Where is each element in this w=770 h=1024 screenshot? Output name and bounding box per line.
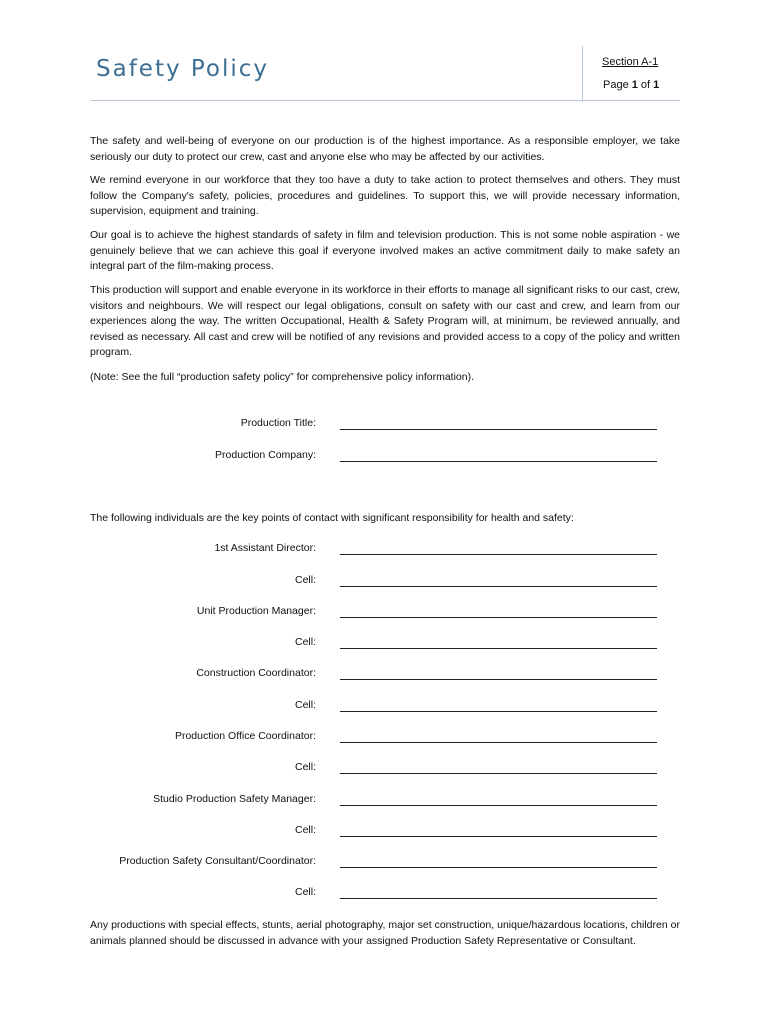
footer-paragraph: Any productions with special effects, stunts, aerial photography, major set construction, unique/hazardous locations, children or animals planned should be discussed in advance with your assigned Production Safety Representative or Consultant. xyxy=(90,919,680,947)
contact-label: Cell: xyxy=(294,699,316,711)
header-divider-vertical xyxy=(582,46,583,102)
contact-label: Cell: xyxy=(294,574,316,586)
contact-label: Studio Production Safety Manager: xyxy=(153,793,316,805)
contact-field[interactable] xyxy=(340,867,657,868)
contact-row-construction xyxy=(90,667,680,683)
policy-paragraph-4: This production will support and enable everyone in its workforce in their efforts to manage all significant risks to our cast, crew, visitors and neighbours. We will respect our legal obligations, consult on safety with our cast and crew, and learn from our experiences along the way. The written Occupational, Health & Safety Program will, at minimum, be reviewed annually, and revised as necessary. All cast and crew will be notified of any revisions and provided access to a copy of the policy and written program. xyxy=(90,284,680,358)
contact-field[interactable] xyxy=(340,648,657,649)
page-total: 1 xyxy=(653,79,660,91)
contact-field[interactable] xyxy=(340,711,657,712)
contact-field[interactable] xyxy=(340,773,657,774)
contact-row-cell xyxy=(90,699,680,715)
production-company-label: Production Company: xyxy=(215,449,316,461)
page-prefix: Page xyxy=(603,79,632,91)
policy-paragraph-3: Our goal is to achieve the highest standards of safety in film and television production. This is not some noble aspiration - we genuinely believe that we can achieve this goal if everyone involved makes an active commitment daily to make safety an integral part of the film-making process. xyxy=(90,229,680,272)
contact-field[interactable] xyxy=(340,742,657,743)
contact-row-upm xyxy=(90,605,680,621)
production-title-label: Production Title: xyxy=(240,417,316,429)
contact-row-safety-consultant xyxy=(90,855,680,871)
section-number: Section A-1 xyxy=(602,56,659,68)
policy-paragraph-2: We remind everyone in our workforce that they too have a duty to take action to protect themselves and others. They must follow the Company's safety, policies, procedures and guidelines. To support this, we will provide necessary information, supervision, equipment and training. xyxy=(90,174,680,217)
contact-label: Cell: xyxy=(294,636,316,648)
contacts-intro: The following individuals are the key points of contact with significant responsibility for health and safety: xyxy=(90,512,574,524)
production-title-field[interactable] xyxy=(340,429,657,430)
contact-label: Cell: xyxy=(294,824,316,836)
contact-field[interactable] xyxy=(340,898,657,899)
header-divider-horizontal xyxy=(90,100,680,101)
contact-field[interactable] xyxy=(340,679,657,680)
contact-row-cell xyxy=(90,574,680,590)
contact-field[interactable] xyxy=(340,554,657,555)
contact-label: Production Office Coordinator: xyxy=(174,730,316,742)
contact-label: Unit Production Manager: xyxy=(196,605,316,617)
page-of: of xyxy=(637,79,654,91)
contact-row-office-coordinator xyxy=(90,730,680,746)
production-company-field[interactable] xyxy=(340,461,657,462)
policy-note: (Note: See the full “production safety policy” for comprehensive policy information). xyxy=(90,371,475,383)
document-header xyxy=(90,46,680,102)
contact-row-cell xyxy=(90,636,680,652)
contact-row-1st-ad xyxy=(90,542,680,558)
contact-field[interactable] xyxy=(340,586,657,587)
contact-row-cell xyxy=(90,761,680,777)
production-company-row xyxy=(90,449,680,465)
document-title: Safety Policy xyxy=(96,56,270,82)
contact-field[interactable] xyxy=(340,805,657,806)
policy-paragraph-1: The safety and well-being of everyone on our production is of the highest importance. As a responsible employer, we take seriously our duty to protect our crew, cast and anyone else who may be affected by our activities. xyxy=(90,135,680,163)
contact-field[interactable] xyxy=(340,617,657,618)
contact-label: Production Safety Consultant/Coordinator: xyxy=(119,855,316,867)
page-indicator xyxy=(603,79,659,91)
contact-label: Construction Coordinator: xyxy=(196,667,316,679)
contact-label: 1st Assistant Director: xyxy=(214,542,316,554)
production-title-row xyxy=(90,417,680,433)
contact-field[interactable] xyxy=(340,836,657,837)
contact-row-cell xyxy=(90,886,680,902)
page-current: 1 xyxy=(631,79,638,91)
contact-label: Cell: xyxy=(294,761,316,773)
contact-label: Cell: xyxy=(294,886,316,898)
contact-row-cell xyxy=(90,824,680,840)
contact-row-safety-manager xyxy=(90,793,680,809)
